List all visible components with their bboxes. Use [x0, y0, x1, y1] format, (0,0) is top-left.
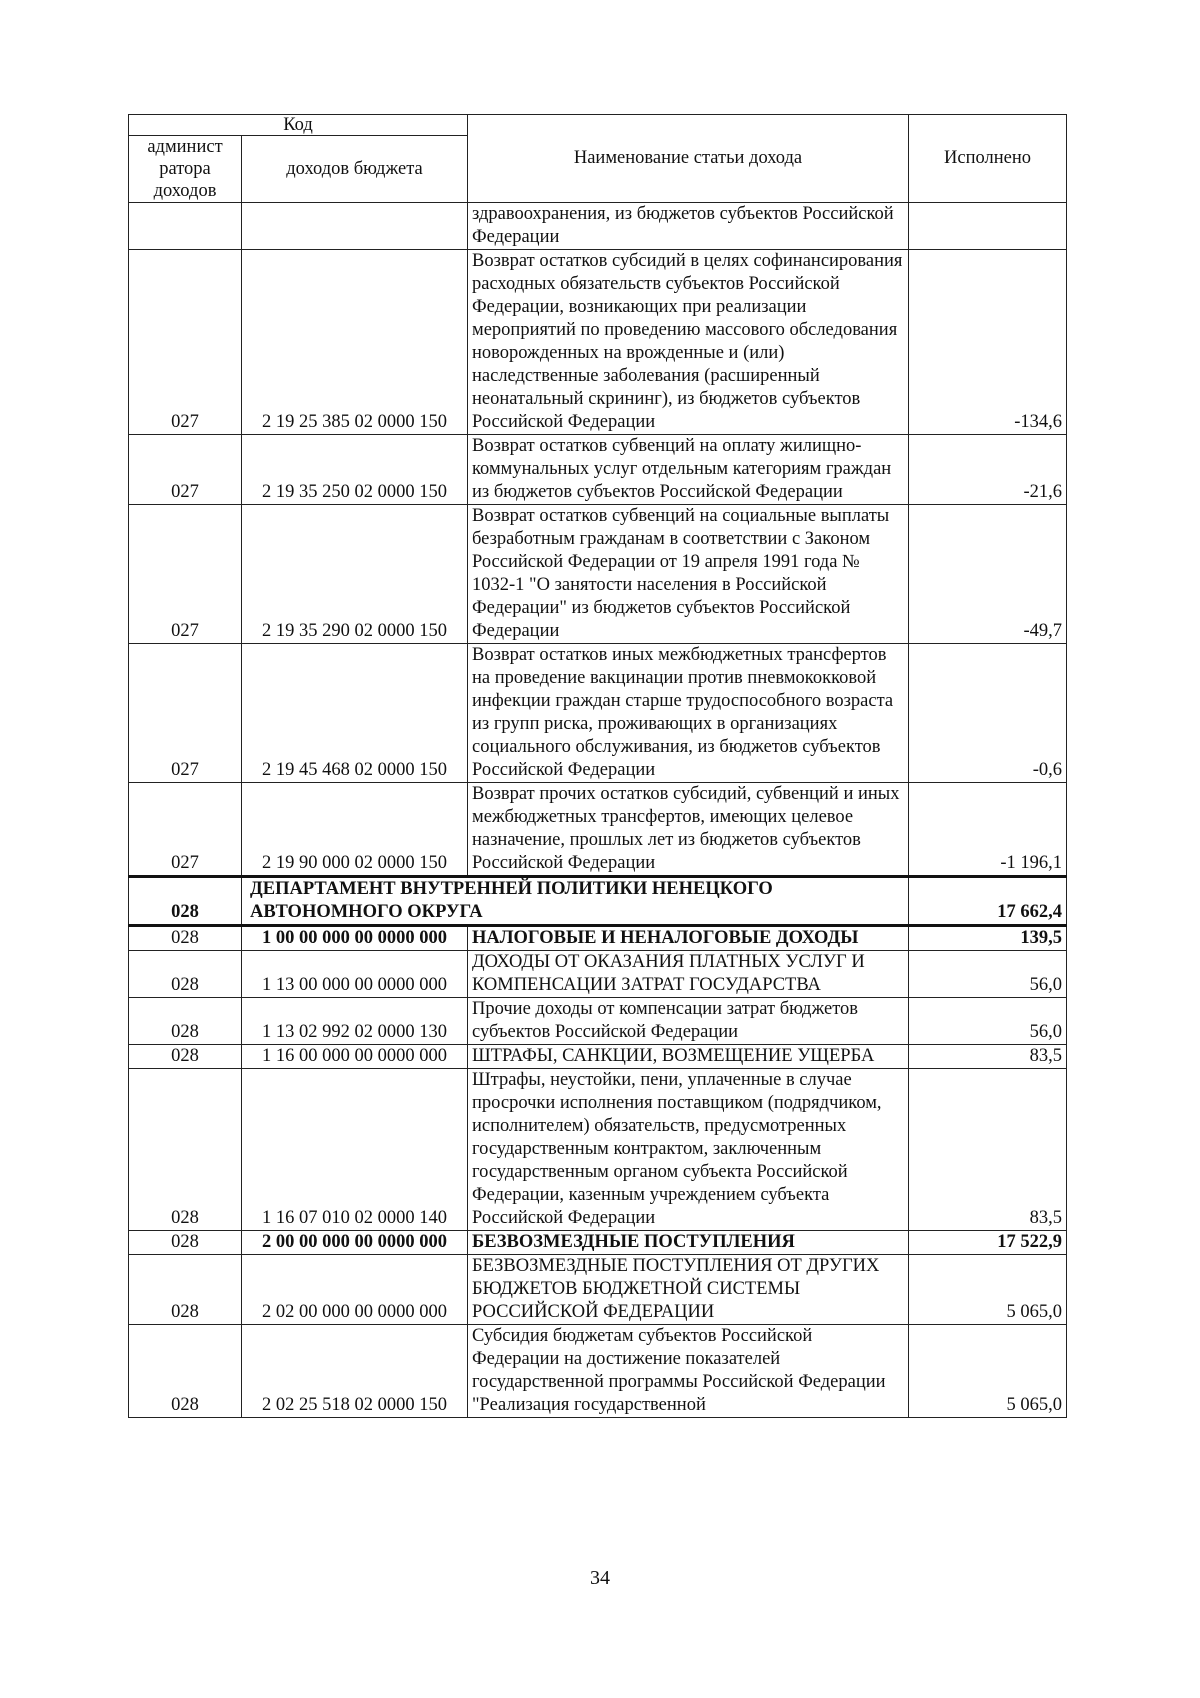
name-cell: Штрафы, неустойки, пени, уплаченные в случае просрочки исполнения поставщиком (подрядчиком, исполнителем) обязательств, предусмотренных государственным контрактом, заключенным государственным органом субъекта Российской Федерации, казенным учреждением субъекта Российской Федерации — [468, 1069, 909, 1231]
table-row — [129, 1045, 1067, 1069]
name-cell: здравоохранения, из бюджетов субъектов Российской Федерации — [468, 203, 909, 250]
table-row — [129, 951, 1067, 998]
admin-cell: 027 — [129, 505, 242, 644]
code-cell: 2 00 00 000 00 0000 000 — [242, 1231, 468, 1255]
code-cell: 1 16 07 010 02 0000 140 — [242, 1069, 468, 1231]
code-cell: 2 19 35 290 02 0000 150 — [242, 505, 468, 644]
name-cell: Субсидия бюджетам субъектов Российской Федерации на достижение показателей государственной программы Российской Федерации "Реализация государственной — [468, 1325, 909, 1418]
amount-cell: 17 522,9 — [909, 1231, 1067, 1255]
code-cell — [242, 203, 468, 250]
admin-cell: 027 — [129, 644, 242, 783]
header-name: Наименование статьи дохода — [468, 115, 909, 203]
admin-cell: 028 — [129, 1255, 242, 1325]
name-cell: Возврат остатков субвенций на социальные выплаты безработным гражданам в соответствии с Законом Российской Федерации от 19 апреля 1991 года № 1032-1 "О занятости населения в Российской Федерации" из бюджетов субъектов Российской Федерации — [468, 505, 909, 644]
admin-cell: 028 — [129, 951, 242, 998]
table-row — [129, 1325, 1067, 1418]
amount-cell: 83,5 — [909, 1045, 1067, 1069]
header-admin: админист ратора доходов — [129, 136, 242, 203]
table-row — [129, 250, 1067, 435]
code-cell: 2 19 25 385 02 0000 150 — [242, 250, 468, 435]
header-amount: Исполнено — [909, 115, 1067, 203]
table-row — [129, 203, 1067, 250]
code-cell: 2 19 90 000 02 0000 150 — [242, 783, 468, 877]
code-cell: 2 02 00 000 00 0000 000 — [242, 1255, 468, 1325]
revenue-table — [128, 114, 1067, 1418]
header-kod: Код — [129, 115, 468, 136]
page-number: 34 — [590, 1567, 610, 1589]
amount-cell: 139,5 — [909, 926, 1067, 951]
amount-cell: -134,6 — [909, 250, 1067, 435]
name-cell: БЕЗВОЗМЕЗДНЫЕ ПОСТУПЛЕНИЯ ОТ ДРУГИХ БЮДЖЕТОВ БЮДЖЕТНОЙ СИСТЕМЫ РОССИЙСКОЙ ФЕДЕРАЦИИ — [468, 1255, 909, 1325]
code-cell: 1 00 00 000 00 0000 000 — [242, 926, 468, 951]
amount-cell: 83,5 — [909, 1069, 1067, 1231]
admin-cell: 028 — [129, 1231, 242, 1255]
header-row-1 — [129, 115, 1067, 136]
name-cell: БЕЗВОЗМЕЗДНЫЕ ПОСТУПЛЕНИЯ — [468, 1231, 909, 1255]
table-row — [129, 505, 1067, 644]
amount-cell: 56,0 — [909, 998, 1067, 1045]
name-cell: ДОХОДЫ ОТ ОКАЗАНИЯ ПЛАТНЫХ УСЛУГ И КОМПЕНСАЦИИ ЗАТРАТ ГОСУДАРСТВА — [468, 951, 909, 998]
header-budget-code: доходов бюджета — [242, 136, 468, 203]
amount-cell: -49,7 — [909, 505, 1067, 644]
code-cell: 1 16 00 000 00 0000 000 — [242, 1045, 468, 1069]
name-cell: ШТРАФЫ, САНКЦИИ, ВОЗМЕЩЕНИЕ УЩЕРБА — [468, 1045, 909, 1069]
admin-cell: 028 — [129, 877, 242, 926]
admin-cell: 027 — [129, 250, 242, 435]
admin-cell: 027 — [129, 783, 242, 877]
amount-cell: -0,6 — [909, 644, 1067, 783]
name-cell: Возврат остатков субсидий в целях софинансирования расходных обязательств субъектов Российской Федерации, возникающих при реализации мероприятий по проведению массового обследования новорожденных на врожденные и (или) наследственные заболевания (расширенный неонатальный скрининг), из бюджетов субъектов Российской Федерации — [468, 250, 909, 435]
table-row — [129, 998, 1067, 1045]
name-cell: Возврат прочих остатков субсидий, субвенций и иных межбюджетных трансфертов, имеющих целевое назначение, прошлых лет из бюджетов субъектов Российской Федерации — [468, 783, 909, 877]
table-row — [129, 644, 1067, 783]
admin-cell: 028 — [129, 998, 242, 1045]
code-cell: 2 19 45 468 02 0000 150 — [242, 644, 468, 783]
amount-cell: -21,6 — [909, 435, 1067, 505]
table-row — [129, 1231, 1067, 1255]
table-row — [129, 1255, 1067, 1325]
table-row — [129, 783, 1067, 877]
amount-cell: 17 662,4 — [909, 877, 1067, 926]
code-cell: 1 13 02 992 02 0000 130 — [242, 998, 468, 1045]
code-cell: 2 02 25 518 02 0000 150 — [242, 1325, 468, 1418]
amount-cell: -1 196,1 — [909, 783, 1067, 877]
admin-cell — [129, 203, 242, 250]
table-row — [129, 1069, 1067, 1231]
department-title: ДЕПАРТАМЕНТ ВНУТРЕННЕЙ ПОЛИТИКИ НЕНЕЦКОГО АВТОНОМНОГО ОКРУГА — [242, 877, 909, 926]
name-cell: НАЛОГОВЫЕ И НЕНАЛОГОВЫЕ ДОХОДЫ — [468, 926, 909, 951]
admin-cell: 028 — [129, 1045, 242, 1069]
name-cell: Возврат остатков иных межбюджетных трансфертов на проведение вакцинации против пневмококковой инфекции граждан старше трудоспособного возраста из групп риска, проживающих в организациях социального обслуживания, из бюджетов субъектов Российской Федерации — [468, 644, 909, 783]
amount-cell: 5 065,0 — [909, 1255, 1067, 1325]
table-row — [129, 926, 1067, 951]
admin-cell: 027 — [129, 435, 242, 505]
department-row — [129, 877, 1067, 926]
code-cell: 1 13 00 000 00 0000 000 — [242, 951, 468, 998]
amount-cell — [909, 203, 1067, 250]
code-cell: 2 19 35 250 02 0000 150 — [242, 435, 468, 505]
name-cell: Возврат остатков субвенций на оплату жилищно-коммунальных услуг отдельным категориям граждан из бюджетов субъектов Российской Федерации — [468, 435, 909, 505]
admin-cell: 028 — [129, 1325, 242, 1418]
admin-cell: 028 — [129, 926, 242, 951]
admin-cell: 028 — [129, 1069, 242, 1231]
amount-cell: 5 065,0 — [909, 1325, 1067, 1418]
amount-cell: 56,0 — [909, 951, 1067, 998]
name-cell: Прочие доходы от компенсации затрат бюджетов субъектов Российской Федерации — [468, 998, 909, 1045]
table-row — [129, 435, 1067, 505]
